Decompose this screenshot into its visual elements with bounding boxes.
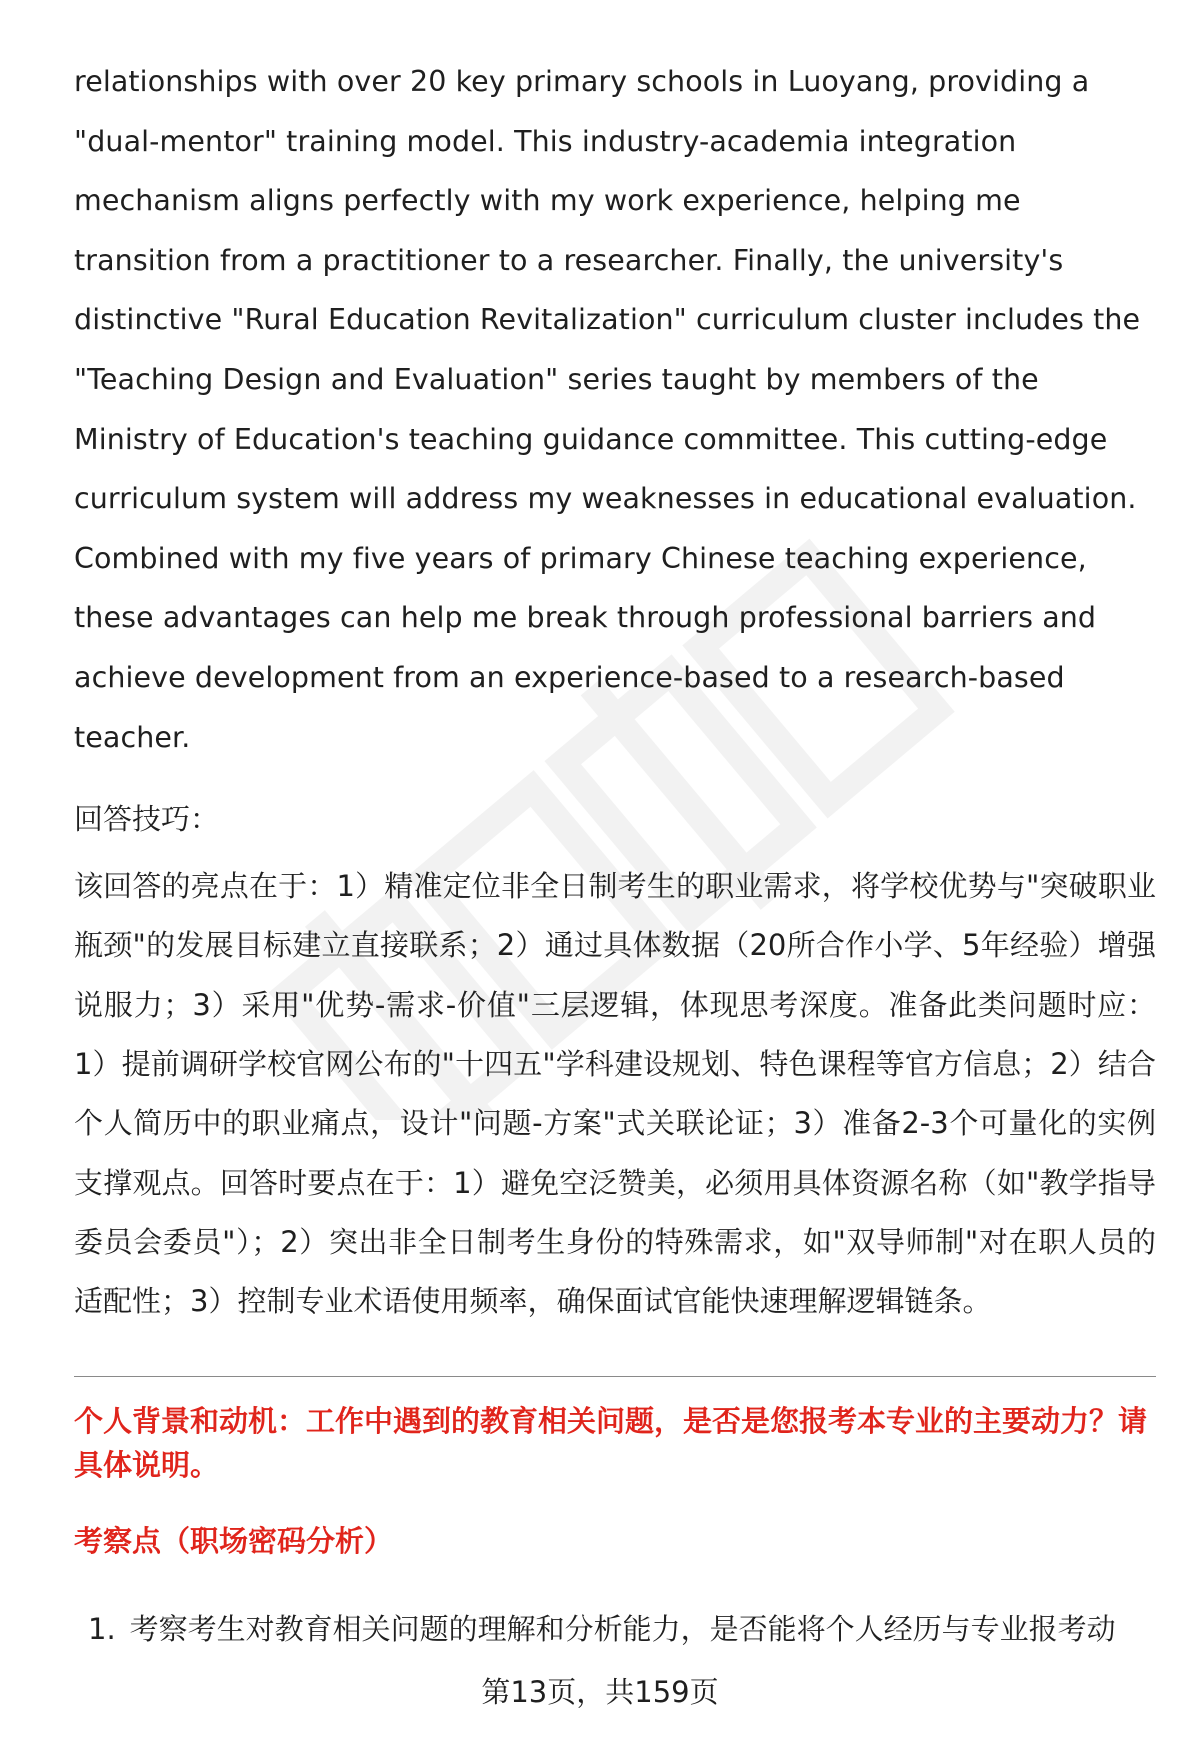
document-page	[74, 52, 1156, 1649]
question-heading: 个人背景和动机：工作中遇到的教育相关问题，是否是您报考本专业的主要动力？请具体说明。	[74, 1403, 1148, 1482]
answer-body-en: relationships with over 20 key primary schools in Luoyang, providing a "dual-mentor" training model. This industry-academia integration mechanism aligns perfectly with my work experience, helping me transition from a practitioner to a researcher. Finally, the university's distinctive "Rural Education Revitalization" curriculum cluster includes the "Teaching Design and Evaluation" series taught by members of the Ministry of Education's teaching guidance committee. This cutting-edge curriculum system will address my weaknesses in educational evaluation. Combined with my five years of primary Chinese teaching experience, these advantages can help me break through professional barriers and achieve development from an experience-based to a research-based teacher.	[74, 65, 1141, 754]
list-item-number: 1.	[88, 1611, 116, 1646]
list-item-text: 考察考生对教育相关问题的理解和分析能力，是否能将个人经历与专业报考动	[129, 1611, 1116, 1646]
list-item	[88, 1609, 1156, 1649]
tips-body: 该回答的亮点在于：1）精准定位非全日制考生的职业需求，将学校优势与"突破职业瓶颈"的发展目标建立直接联系；2）通过具体数据（20所合作小学、5年经验）增强说服力；3）采用"优势-需求-价值"三层逻辑，体现思考深度。准备此类问题时应：1）提前调研学校官网公布的"十四五"学科建设规划、特色课程等官方信息；2）结合个人简历中的职业痛点，设计"问题-方案"式关联论证；3）准备2-3个可量化的实例支撑观点。回答时要点在于：1）避免空泛赞美，必须用具体资源名称（如"教学指导委员会委员"）；2）突出非全日制考生身份的特殊需求，如"双导师制"对在职人员的适配性；3）控制专业术语使用频率，确保面试官能快速理解逻辑链条。	[74, 869, 1156, 1319]
tips-label: 回答技巧：	[74, 802, 220, 837]
analysis-heading: 考察点（职场密码分析）	[74, 1523, 394, 1558]
page-footer: 第13页，共159页	[481, 1675, 719, 1709]
section-divider	[74, 1376, 1156, 1377]
